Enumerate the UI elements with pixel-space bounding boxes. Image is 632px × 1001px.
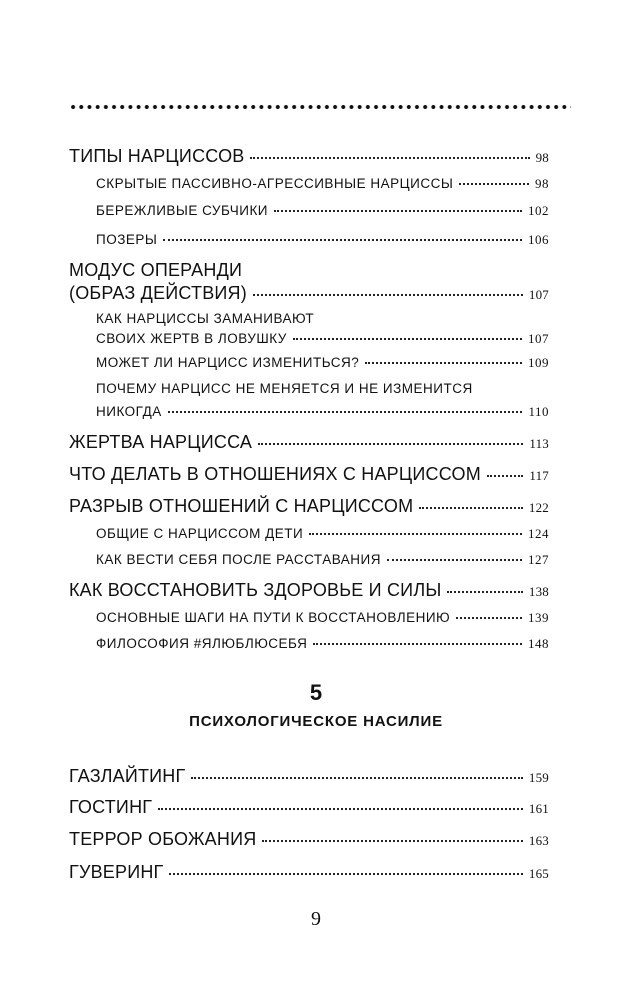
toc-entry-title: РАЗРЫВ ОТНОШЕНИЙ С НАРЦИССОМ [69, 496, 414, 516]
toc-entry-page: 98 [535, 176, 549, 191]
dot-leader [258, 443, 523, 445]
toc-subentry-title-line1: КАК НАРЦИССЫ ЗАМАНИВАЮТ [96, 311, 315, 326]
toc-entry-title: ТЕРРОР ОБОЖАНИЯ [69, 829, 257, 849]
toc-entry [69, 580, 549, 601]
toc-entry-page: 106 [528, 232, 549, 247]
toc-entry [69, 464, 549, 485]
toc-entry-title: ПОЗЕРЫ [96, 232, 158, 247]
toc-entry-page: 124 [528, 526, 549, 541]
dot-leader [158, 808, 523, 810]
toc-subentry [96, 232, 549, 248]
page-number: 9 [311, 908, 321, 930]
toc-entry-page: 163 [528, 833, 549, 848]
dot-leader [309, 533, 522, 535]
toc-entry-title: БЕРЕЖЛИВЫЕ СУБЧИКИ [96, 203, 269, 218]
toc-subentry [96, 355, 549, 371]
toc-entry-page: 122 [528, 500, 549, 515]
toc-entry [69, 496, 549, 517]
chapter-number: 5 [309, 680, 323, 705]
toc-entry-title: МОЖЕТ ЛИ НАРЦИСС ИЗМЕНИТЬСЯ? [96, 355, 360, 370]
dot-leader [419, 507, 523, 509]
dot-leader [169, 873, 522, 875]
toc-entry-page: 113 [529, 436, 549, 451]
toc-entry-title: ТИПЫ НАРЦИССОВ [69, 146, 245, 166]
toc-subentry-title-line1: ПОЧЕМУ НАРЦИСС НЕ МЕНЯЕТСЯ И НЕ ИЗМЕНИТСЯ [96, 381, 473, 396]
toc-entry-title: ГАЗЛАЙТИНГ [69, 766, 186, 786]
toc-entry-title-line2: НИКОГДА [96, 404, 162, 419]
toc-subentry [96, 331, 549, 347]
toc-subentry [96, 176, 549, 192]
toc-entry-title: ЖЕРТВА НАРЦИССА [69, 432, 253, 452]
toc-subentry [96, 526, 549, 542]
toc-entry-title: ОБЩИЕ С НАРЦИССОМ ДЕТИ [96, 526, 304, 541]
toc-subentry [96, 610, 549, 626]
dot-leader [387, 559, 522, 561]
toc-entry [69, 283, 549, 304]
toc-subentry [96, 552, 549, 568]
toc-entry-page: 161 [528, 801, 549, 816]
dot-leader [459, 183, 529, 185]
toc-entry-title: КАК ВОССТАНОВИТЬ ЗДОРОВЬЕ И СИЛЫ [69, 580, 442, 600]
toc-entry-page: 102 [528, 203, 549, 218]
dot-leader [365, 362, 522, 364]
dot-leader [168, 411, 523, 413]
dot-leader [456, 617, 522, 619]
toc-subentry [96, 404, 549, 420]
dot-leader [274, 210, 522, 212]
toc-entry [69, 146, 549, 167]
toc-entry-page: 109 [528, 355, 549, 370]
chapter-title: ПСИХОЛОГИЧЕСКОЕ НАСИЛИЕ [189, 713, 443, 730]
toc-entry-page: 165 [528, 866, 549, 881]
toc-entry-title-line2: (ОБРАЗ ДЕЙСТВИЯ) [69, 283, 247, 303]
toc-entry-page: 159 [528, 770, 549, 785]
toc-entry-page: 117 [529, 468, 549, 483]
dot-leader [163, 239, 522, 241]
toc-entry-page: 138 [528, 584, 549, 599]
toc-entry-title: СКРЫТЫЕ ПАССИВНО-АГРЕССИВНЫЕ НАРЦИССЫ [96, 176, 454, 191]
toc-entry-page: 148 [528, 636, 549, 651]
toc-entry [69, 797, 549, 818]
dot-leader [487, 475, 523, 477]
toc-entry-page: 107 [528, 331, 549, 346]
toc-entry-page: 107 [528, 287, 549, 302]
toc-entry-title: ГУВЕРИНГ [69, 862, 164, 882]
toc-entry-title: КАК ВЕСТИ СЕБЯ ПОСЛЕ РАССТАВАНИЯ [96, 552, 381, 567]
toc-entry-title: ОСНОВНЫЕ ШАГИ НА ПУТИ К ВОССТАНОВЛЕНИЮ [96, 610, 451, 625]
toc-entry-title-line2: СВОИХ ЖЕРТВ В ЛОВУШКУ [96, 331, 287, 346]
toc-entry [69, 862, 549, 883]
toc-entry [69, 829, 549, 850]
toc-entry-page: 98 [535, 150, 549, 165]
dot-leader [313, 643, 522, 645]
toc-subentry [96, 203, 549, 219]
toc-entry-title: ФИЛОСОФИЯ #ЯЛЮБЛЮСЕБЯ [96, 636, 308, 651]
dot-leader [262, 840, 522, 842]
toc-entry-page: 110 [528, 404, 549, 419]
dot-leader [293, 338, 522, 340]
toc-entry-page: 127 [528, 552, 549, 567]
toc-entry-page: 139 [528, 610, 549, 625]
dot-leader [447, 591, 522, 593]
toc-entry-title: ГОСТИНГ [69, 797, 153, 817]
toc-entry [69, 766, 549, 787]
dot-leader [253, 294, 523, 296]
toc-entry-title-line1: МОДУС ОПЕРАНДИ [69, 260, 243, 280]
dot-leader [250, 157, 529, 159]
toc-entry [69, 432, 549, 453]
dot-leader [191, 777, 522, 779]
toc-entry-title: ЧТО ДЕЛАТЬ В ОТНОШЕНИЯХ С НАРЦИССОМ [69, 464, 481, 484]
toc-subentry [96, 636, 549, 652]
